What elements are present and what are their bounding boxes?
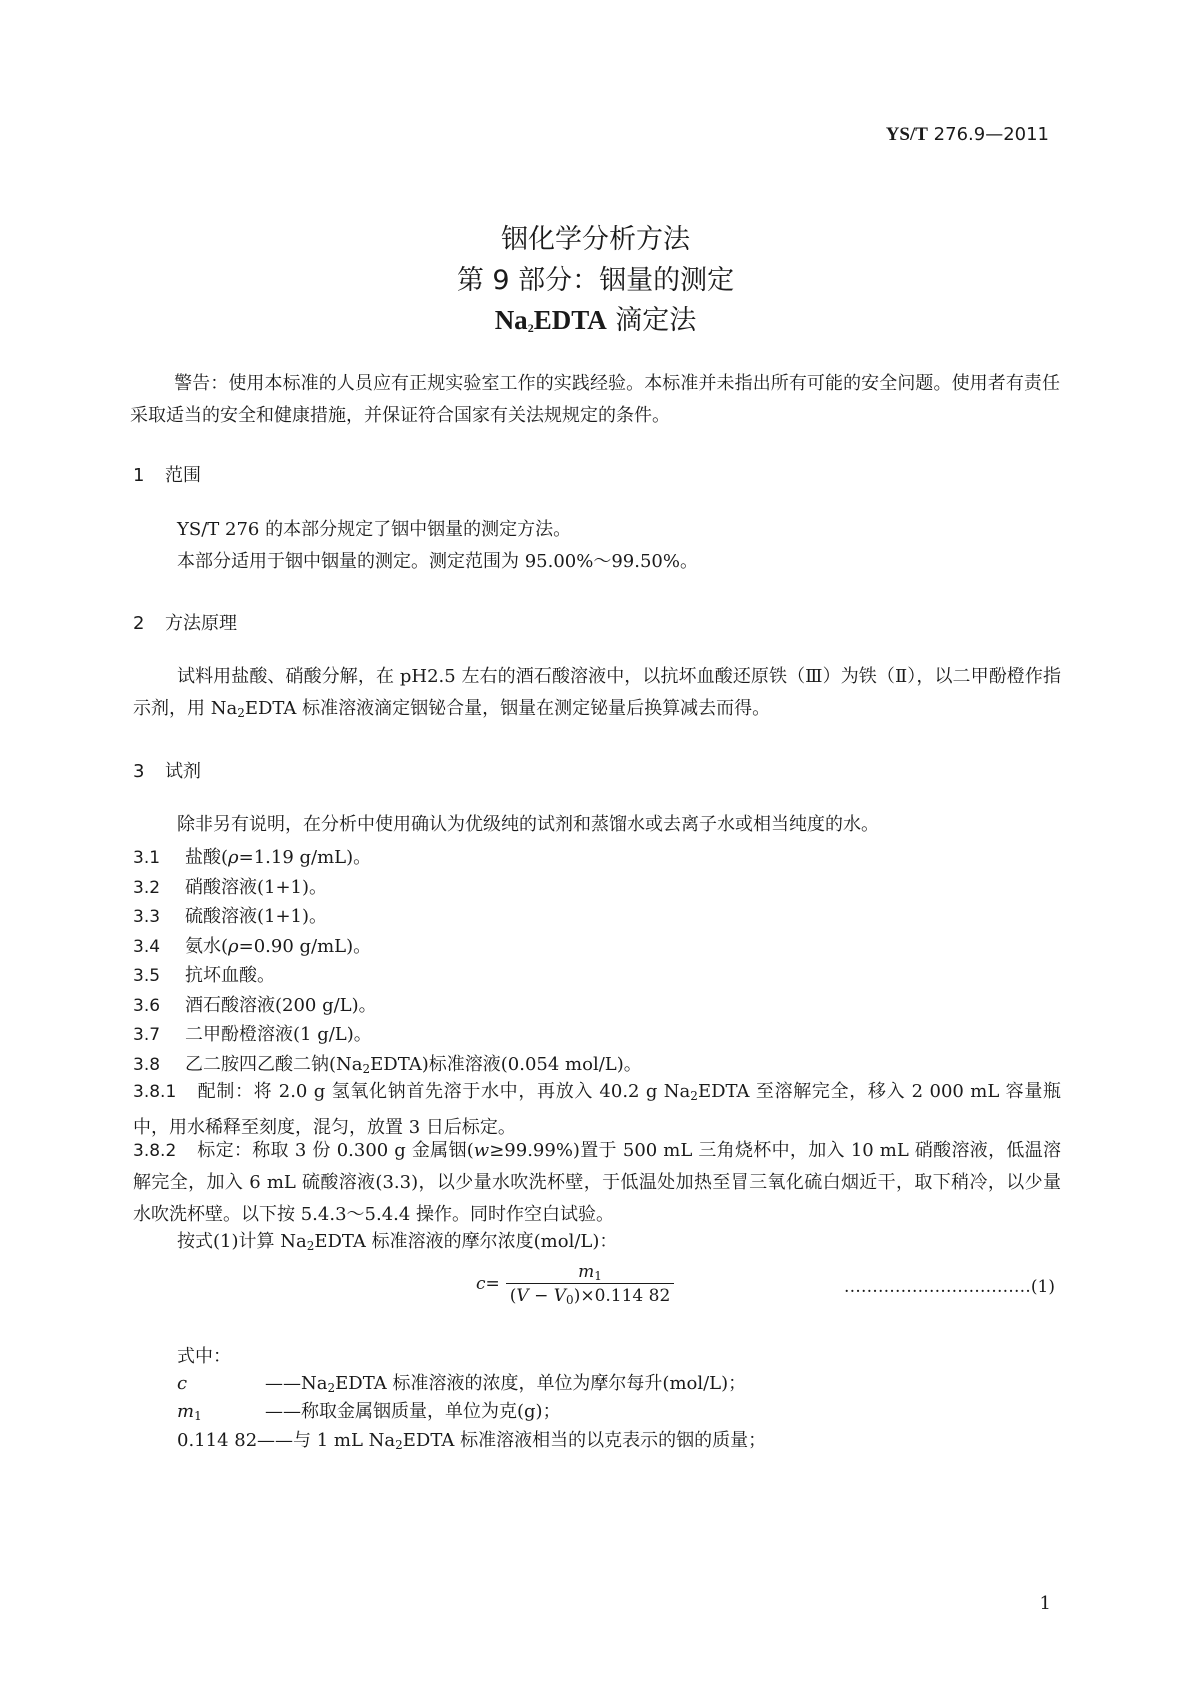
reagent-item: 3.3 硫酸溶液(1+1)。 bbox=[133, 906, 328, 927]
variable-definition: $m_1$ ——称取金属铟质量，单位为克(g)； bbox=[177, 1401, 561, 1423]
principle-paragraph: 试料用盐酸、硝酸分解，在 pH2.5 左右的酒石酸溶液中，以抗坏血酸还原铁（Ⅲ）为铁（Ⅱ），以二甲酚橙作指示剂，用 $Na_2EDTA$ 标准溶液滴定铟铋合量，铟量在测定铋量后换算减去而得。 bbox=[133, 666, 1061, 720]
reagent-item-preparation: 3.8.1 配制：将 2.0 g 氢氧化钠首先溶于水中，再放入 40.2 g $Na_2EDTA$ 至溶解完全，移入 2 000 mL 容量瓶中，用水稀释至刻度，混匀，放置 3 日后标定。 bbox=[133, 1081, 1062, 1138]
section-heading-scope: 1 范围 bbox=[133, 465, 201, 486]
scope-paragraph-2: 本部分适用于铟中铟量的测定。测定范围为 95.00%～99.50%。 bbox=[177, 551, 698, 572]
scope-paragraph-1: YS/T 276 的本部分规定了铟中铟量的测定方法。 bbox=[177, 519, 572, 540]
page-number: 1 bbox=[1039, 1593, 1051, 1614]
document-title-line3: $Na_2EDTA$ 滴定法 bbox=[494, 305, 697, 336]
reagent-item: 3.5 抗坏血酸。 bbox=[133, 965, 275, 986]
standard-code: YS/T 276.9—2011 bbox=[885, 124, 1049, 145]
formula-denominator: $(V - V_0)\times 0.114$ 82 bbox=[509, 1286, 671, 1307]
formula-number: ……………………………(1) bbox=[843, 1277, 1055, 1297]
reagent-item: 3.4 氨水(ρ=0.90 g/mL)。 bbox=[133, 936, 372, 957]
variable-definition: c $——Na_2EDTA$ 标准溶液的浓度，单位为摩尔每升(mol/L)； bbox=[177, 1373, 747, 1395]
reagents-intro: 除非另有说明，在分析中使用确认为优级纯的试剂和蒸馏水或去离子水或相当纯度的水。 bbox=[177, 814, 879, 835]
section-heading-principle: 2 方法原理 bbox=[133, 613, 237, 634]
reagent-item: 3.6 酒石酸溶液(200 g/L)。 bbox=[133, 995, 377, 1016]
document-title-line1: 铟化学分析方法 bbox=[501, 224, 690, 255]
variable-definition: 0.114 82——与 1 mL $Na_2EDTA$ 标准溶液相当的以克表示的铟的质量； bbox=[177, 1430, 767, 1452]
reagent-item: 3.8 乙二胺四乙酸二钠$(Na_2EDTA)$标准溶液(0.054 mol/L)。 bbox=[133, 1054, 642, 1076]
where-label: 式中： bbox=[177, 1346, 231, 1367]
warning-paragraph: 警告：使用本标准的人员应有正规实验室工作的实践经验。本标准并未指出所有可能的安全问题。使用者有责任采取适当的安全和健康措施，并保证符合国家有关法规规定的条件。 bbox=[130, 373, 1060, 426]
reagent-item: 3.2 硝酸溶液(1+1)。 bbox=[133, 877, 328, 898]
calculation-intro: 按式(1)计算 $Na_2EDTA$ 标准溶液的摩尔浓度(mol/L)： bbox=[177, 1231, 618, 1253]
section-heading-reagents: 3 试剂 bbox=[133, 761, 201, 782]
reagent-item-standardization: 3.8.2 标定：称取 3 份 0.300 g 金属铟(w≥99.99%)置于 500 mL 三角烧杯中，加入 10 mL 硝酸溶液，低温溶解完全，加入 6 mL 硫酸溶液(3.3)，以少量水吹洗杯壁，于低温处加热至冒三氧化硫白烟近干，取下稍冷，以少量水吹洗杯壁。以下按 5.4.3～5.4.4 操作。同时作空白试验。 bbox=[133, 1140, 1061, 1225]
reagent-item: 3.7 二甲酚橙溶液(1 g/L)。 bbox=[133, 1024, 372, 1045]
formula-numerator: $m_1$ bbox=[506, 1262, 675, 1284]
document-title-line2: 第 9 部分：铟量的测定 bbox=[456, 265, 735, 296]
reagent-item: 3.1 盐酸(ρ=1.19 g/mL)。 bbox=[133, 847, 372, 868]
concentration-formula: c= $\frac{m_1}{(V - V_0)\times 0.114 82}$ bbox=[476, 1262, 674, 1307]
